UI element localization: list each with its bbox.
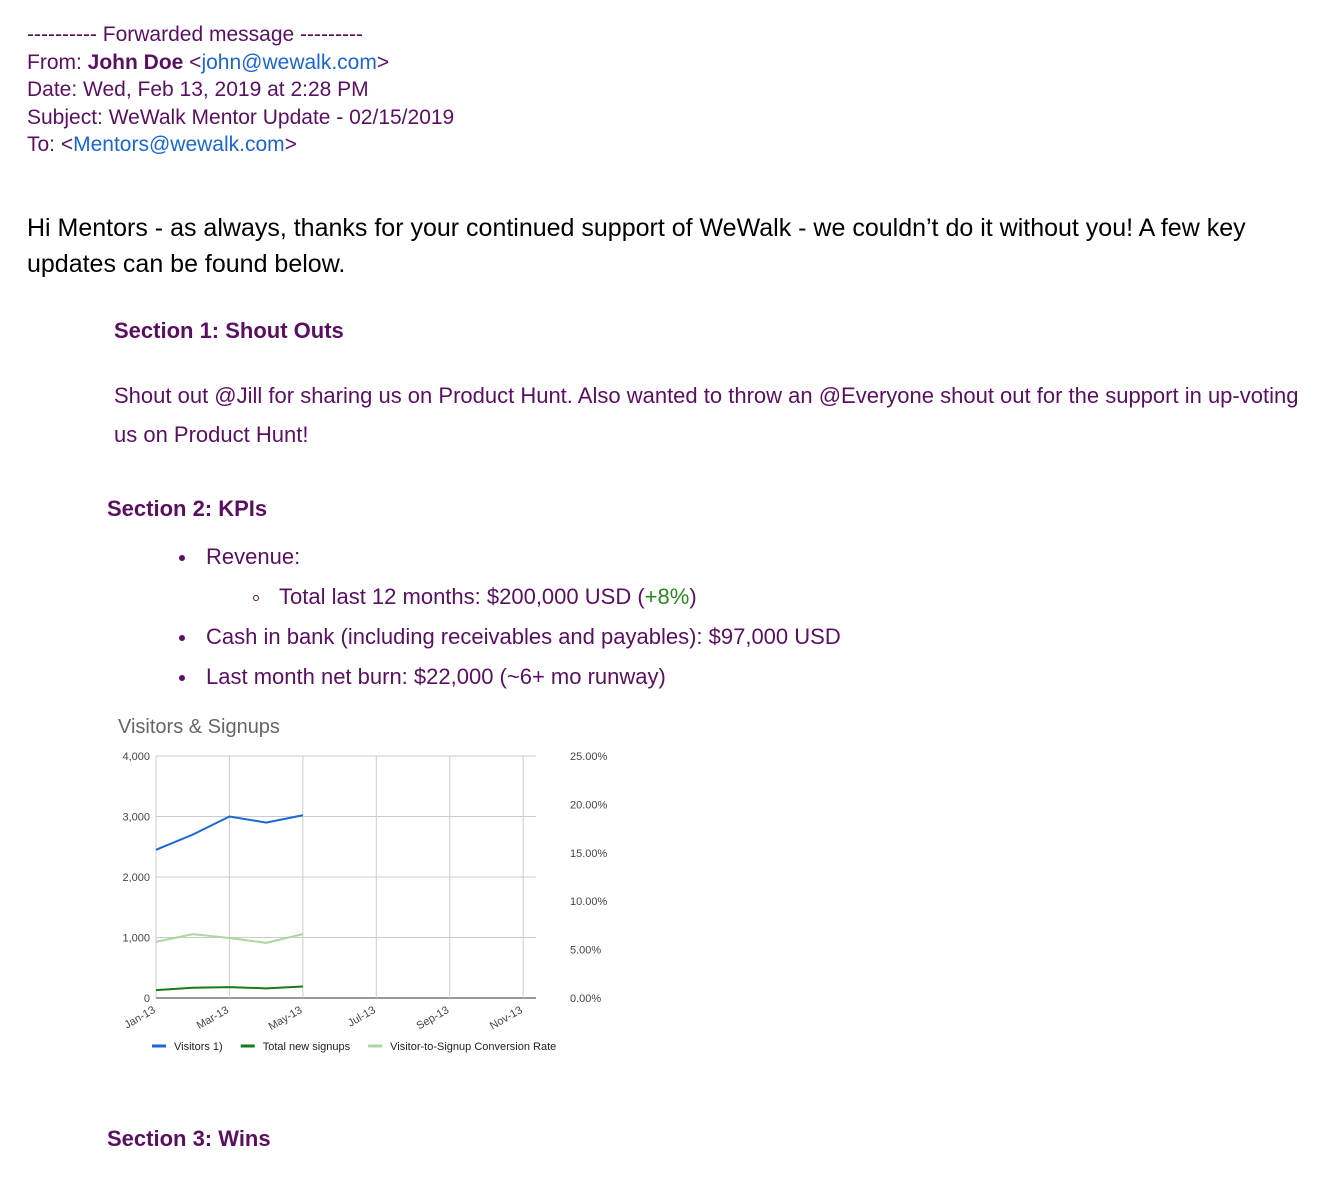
x-tick-label: Nov-13 (487, 1004, 525, 1033)
y-left-tick-label: 2,000 (122, 872, 150, 884)
subject-line: Subject: WeWalk Mentor Update - 02/15/2019 (27, 105, 455, 129)
x-tick-label: Jul-13 (345, 1004, 378, 1030)
bullet-dot (179, 635, 185, 641)
sub-bullet-circle (253, 595, 259, 601)
from-label: From: (27, 50, 88, 74)
to-email-link[interactable]: Mentors@wewalk.com (73, 133, 285, 156)
intro-paragraph: Hi Mentors - as always, thanks for your continued support of WeWalk - we couldn’t do it without you! A few key updates can be found below. (27, 214, 1246, 278)
y-right-tick-label: 20.00% (570, 799, 608, 812)
y-right-tick-label: 25.00% (570, 751, 608, 763)
cash-line: Cash in bank (including receivables and payables): $97,000 USD (206, 624, 841, 649)
date-line: Date: Wed, Feb 13, 2019 at 2:28 PM (27, 78, 369, 101)
revenue-change: +8% (644, 584, 690, 609)
x-tick-label: Sep-13 (414, 1004, 452, 1033)
to-label: To: (27, 133, 61, 156)
x-tick-label: May-13 (266, 1004, 305, 1033)
y-left-tick-label: 1,000 (122, 932, 150, 945)
bullet-dot (179, 675, 185, 681)
revenue-label: Revenue: (206, 544, 301, 569)
x-tick-label: Jan-13 (122, 1004, 158, 1032)
to-line: To: <Mentors@wewalk.com> (27, 133, 297, 156)
legend-label: Visitors 1) (174, 1041, 223, 1053)
y-right-tick-label: 5.00% (570, 944, 602, 957)
burn-line: Last month net burn: $22,000 (~6+ mo runway) (206, 664, 666, 689)
section3-title: Section 3: Wins (107, 1126, 271, 1151)
y-right-tick-label: 0.00% (570, 993, 602, 1005)
y-left-tick-label: 3,000 (122, 811, 150, 824)
y-left-tick-label: 4,000 (122, 751, 150, 763)
from-line: From: John Doe <john@wewalk.com> (27, 50, 390, 74)
from-email-link[interactable]: john@wewalk.com (201, 50, 377, 74)
section2-title: Section 2: KPIs (107, 496, 268, 521)
forward-header (27, 21, 454, 159)
y-right-tick-label: 15.00% (570, 847, 608, 860)
visitors-signups-chart (110, 705, 610, 1065)
y-left-tick-label: 0 (143, 993, 150, 1005)
legend-label: Total new signups (262, 1041, 351, 1053)
forward-divider: ---------- Forwarded message --------- (27, 23, 363, 46)
section1-body: Shout out @Jill for sharing us on Product Hunt. Also wanted to throw an @Everyone shout out for the support in up-voting us on Product Hunt! (114, 383, 1299, 447)
legend-label: Visitor-to-Signup Conversion Rate (390, 1041, 557, 1053)
revenue-total: Total last 12 months: $200,000 USD ( (279, 584, 645, 609)
revenue-total-line (279, 584, 697, 610)
section1-title: Section 1: Shout Outs (114, 318, 344, 343)
bullet-dot (179, 555, 185, 561)
x-tick-label: Mar-13 (194, 1004, 231, 1033)
from-name: John Doe (87, 50, 184, 74)
revenue-close: ) (689, 584, 697, 609)
chart-title: Visitors & Signups (118, 716, 280, 738)
y-right-tick-label: 10.00% (570, 896, 608, 909)
